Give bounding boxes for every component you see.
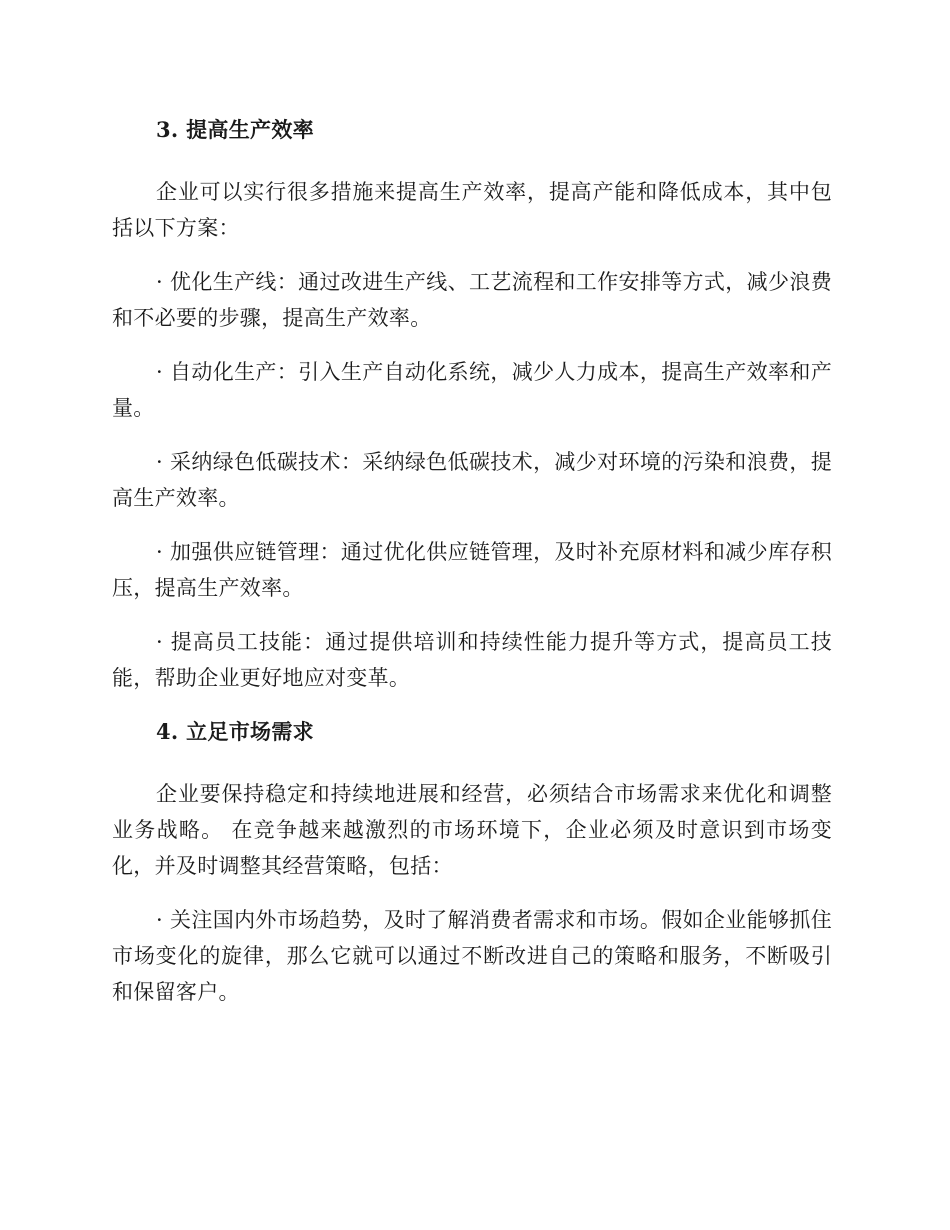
paragraph-efficiency-intro: 企业可以实行很多措施来提高生产效率，提高产能和降低成本，其中包括以下方案： [112,180,832,240]
bullet-automation: · 自动化生产：引入生产自动化系统，减少人力成本，提高生产效率和产量。 [112,360,832,420]
section-heading-efficiency: 3. 提高生产效率 [156,117,314,142]
bullet-employee-skills: · 提高员工技能：通过提供培训和持续性能力提升等方式，提高员工技能，帮助企业更好地应对变革。 [112,630,832,690]
bullet-market-trends: · 关注国内外市场趋势，及时了解消费者需求和市场。假如企业能够抓住市场变化的旋律，那么它就可以通过不断改进自己的策略和服务，不断吸引和保留客户。 [112,908,832,1004]
paragraph-market-intro: 企业要保持稳定和持续地进展和经营，必须结合市场需求来优化和调整业务战略。 在竞争越来越激烈的市场环境下，企业必须及时意识到市场变化，并及时调整其经营策略，包括： [112,782,832,878]
section-heading-market-demand: 4. 立足市场需求 [156,719,314,744]
bullet-green-low-carbon: · 采纳绿色低碳技术：采纳绿色低碳技术，减少对环境的污染和浪费，提高生产效率。 [112,450,832,510]
bullet-supply-chain: · 加强供应链管理：通过优化供应链管理，及时补充原材料和减少库存积压，提高生产效率。 [112,540,832,600]
bullet-optimize-production-line: · 优化生产线：通过改进生产线、工艺流程和工作安排等方式，减少浪费和不必要的步骤，提高生产效率。 [112,270,832,330]
